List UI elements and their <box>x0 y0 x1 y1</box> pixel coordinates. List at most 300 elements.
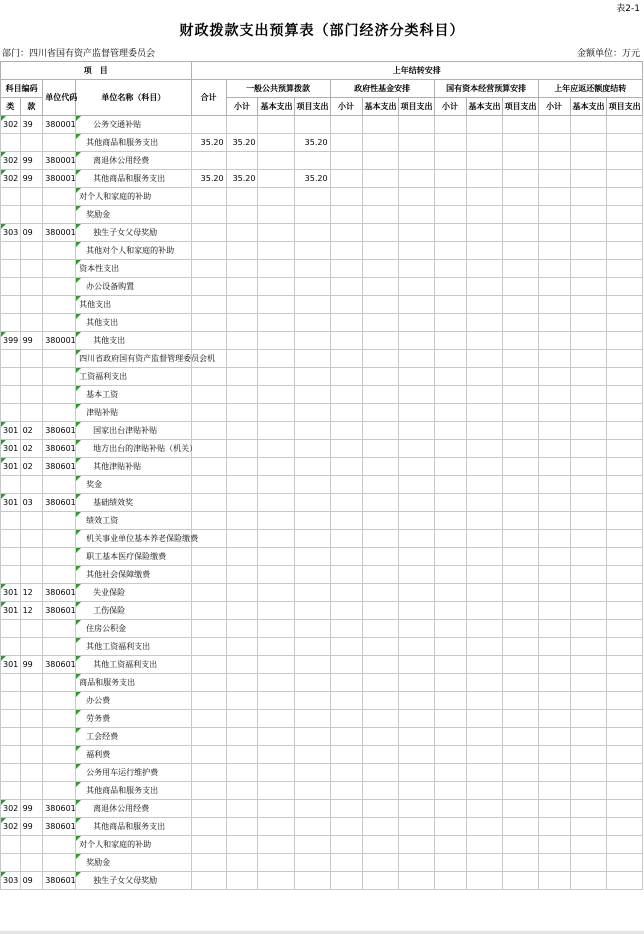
cell-name[interactable]: 公务用车运行维护费 <box>76 764 191 782</box>
cell-amount[interactable] <box>570 638 606 656</box>
cell-amount[interactable] <box>570 584 606 602</box>
cell-amount[interactable] <box>226 818 258 836</box>
cell-amount[interactable] <box>434 170 466 188</box>
cell-amount[interactable] <box>362 116 398 134</box>
cell-amount[interactable] <box>330 116 362 134</box>
cell-amount[interactable] <box>538 170 570 188</box>
cell-amount[interactable] <box>362 134 398 152</box>
cell-amount[interactable] <box>398 620 434 638</box>
cell-amount[interactable] <box>538 512 570 530</box>
cell-amount[interactable] <box>434 836 466 854</box>
cell-amount[interactable] <box>294 152 330 170</box>
cell-amount[interactable] <box>606 656 642 674</box>
cell-amount[interactable] <box>330 512 362 530</box>
cell-amount[interactable] <box>434 656 466 674</box>
cell-amount[interactable] <box>466 566 502 584</box>
cell-amount[interactable] <box>538 854 570 872</box>
cell-amount[interactable] <box>538 422 570 440</box>
cell-amount[interactable] <box>570 242 606 260</box>
table-row[interactable] <box>1 728 643 746</box>
cell-kuan[interactable] <box>20 530 43 548</box>
cell-amount[interactable] <box>226 800 258 818</box>
cell-name[interactable]: 其他社会保障缴费 <box>76 566 191 584</box>
cell-amount[interactable] <box>191 764 226 782</box>
cell-name[interactable]: 公务交通补贴 <box>76 116 191 134</box>
cell-amount[interactable] <box>434 692 466 710</box>
cell-amount[interactable] <box>434 494 466 512</box>
cell-amount[interactable] <box>502 152 538 170</box>
cell-amount[interactable] <box>502 422 538 440</box>
cell-lei[interactable] <box>1 206 21 224</box>
cell-amount[interactable] <box>398 638 434 656</box>
cell-name[interactable]: 奖金 <box>76 476 191 494</box>
cell-amount[interactable] <box>434 530 466 548</box>
cell-amount[interactable] <box>362 458 398 476</box>
cell-amount[interactable] <box>362 152 398 170</box>
cell-amount[interactable] <box>294 404 330 422</box>
cell-lei[interactable] <box>1 638 21 656</box>
cell-amount[interactable] <box>606 368 642 386</box>
cell-amount[interactable] <box>258 458 294 476</box>
cell-unit-code[interactable]: 380601 <box>43 458 76 476</box>
cell-amount[interactable] <box>502 692 538 710</box>
cell-amount[interactable] <box>330 746 362 764</box>
cell-amount[interactable] <box>434 278 466 296</box>
cell-amount[interactable] <box>362 530 398 548</box>
cell-amount[interactable] <box>398 206 434 224</box>
cell-kuan[interactable]: 12 <box>20 584 43 602</box>
cell-amount[interactable] <box>538 404 570 422</box>
cell-amount[interactable] <box>226 710 258 728</box>
cell-amount[interactable] <box>434 548 466 566</box>
cell-name[interactable]: 奖励金 <box>76 854 191 872</box>
cell-amount[interactable] <box>226 314 258 332</box>
cell-amount[interactable] <box>434 584 466 602</box>
cell-amount[interactable] <box>226 638 258 656</box>
cell-amount[interactable] <box>502 710 538 728</box>
cell-amount[interactable] <box>258 764 294 782</box>
cell-amount[interactable] <box>362 854 398 872</box>
cell-amount[interactable] <box>466 188 502 206</box>
cell-amount[interactable] <box>398 818 434 836</box>
cell-amount[interactable] <box>466 386 502 404</box>
cell-amount[interactable] <box>434 746 466 764</box>
cell-amount[interactable] <box>434 206 466 224</box>
cell-amount[interactable] <box>606 800 642 818</box>
cell-amount[interactable] <box>606 512 642 530</box>
cell-kuan[interactable] <box>20 710 43 728</box>
cell-amount[interactable] <box>434 566 466 584</box>
cell-amount[interactable] <box>398 260 434 278</box>
cell-amount[interactable] <box>226 422 258 440</box>
cell-amount[interactable] <box>226 296 258 314</box>
cell-amount[interactable] <box>226 566 258 584</box>
cell-amount[interactable] <box>294 206 330 224</box>
cell-amount[interactable] <box>502 512 538 530</box>
cell-amount[interactable] <box>434 422 466 440</box>
cell-kuan[interactable]: 99 <box>20 332 43 350</box>
cell-amount[interactable] <box>294 422 330 440</box>
cell-name[interactable]: 福利费 <box>76 746 191 764</box>
cell-amount[interactable] <box>398 134 434 152</box>
cell-amount[interactable] <box>362 710 398 728</box>
cell-kuan[interactable]: 02 <box>20 458 43 476</box>
cell-kuan[interactable] <box>20 764 43 782</box>
cell-amount[interactable] <box>294 638 330 656</box>
cell-amount[interactable] <box>466 350 502 368</box>
cell-amount[interactable] <box>398 512 434 530</box>
cell-amount[interactable] <box>362 836 398 854</box>
cell-amount[interactable] <box>606 872 642 890</box>
cell-amount[interactable] <box>226 206 258 224</box>
cell-amount[interactable] <box>191 638 226 656</box>
cell-amount[interactable] <box>226 746 258 764</box>
cell-amount[interactable] <box>538 206 570 224</box>
cell-amount[interactable] <box>570 422 606 440</box>
cell-amount[interactable] <box>226 116 258 134</box>
cell-amount[interactable] <box>330 530 362 548</box>
cell-amount[interactable] <box>330 548 362 566</box>
cell-amount[interactable] <box>191 314 226 332</box>
cell-amount[interactable] <box>258 440 294 458</box>
cell-amount[interactable] <box>466 206 502 224</box>
cell-amount[interactable] <box>362 332 398 350</box>
cell-name[interactable]: 资本性支出 <box>76 260 191 278</box>
cell-amount[interactable] <box>398 674 434 692</box>
cell-amount[interactable] <box>502 566 538 584</box>
cell-amount[interactable] <box>538 314 570 332</box>
cell-amount[interactable] <box>226 674 258 692</box>
cell-amount[interactable] <box>398 332 434 350</box>
cell-amount[interactable] <box>434 476 466 494</box>
cell-amount[interactable] <box>398 170 434 188</box>
cell-amount[interactable] <box>398 530 434 548</box>
cell-amount[interactable] <box>226 494 258 512</box>
cell-amount[interactable] <box>362 746 398 764</box>
cell-kuan[interactable] <box>20 188 43 206</box>
cell-amount[interactable]: 35.20 <box>191 134 226 152</box>
cell-amount[interactable] <box>570 494 606 512</box>
cell-lei[interactable] <box>1 674 21 692</box>
cell-amount[interactable] <box>330 422 362 440</box>
cell-unit-code[interactable] <box>43 620 76 638</box>
cell-amount[interactable] <box>606 548 642 566</box>
cell-amount[interactable] <box>538 188 570 206</box>
cell-amount[interactable] <box>258 818 294 836</box>
cell-amount[interactable] <box>434 296 466 314</box>
cell-amount[interactable] <box>538 602 570 620</box>
cell-kuan[interactable] <box>20 476 43 494</box>
cell-amount[interactable] <box>570 476 606 494</box>
cell-amount[interactable] <box>191 278 226 296</box>
cell-amount[interactable] <box>330 800 362 818</box>
cell-amount[interactable] <box>362 638 398 656</box>
cell-amount[interactable] <box>570 296 606 314</box>
cell-amount[interactable] <box>502 206 538 224</box>
cell-amount[interactable] <box>330 566 362 584</box>
cell-amount[interactable] <box>258 638 294 656</box>
cell-kuan[interactable] <box>20 386 43 404</box>
cell-lei[interactable] <box>1 548 21 566</box>
table-row[interactable] <box>1 134 643 152</box>
cell-amount[interactable] <box>191 620 226 638</box>
table-row[interactable] <box>1 116 643 134</box>
table-row[interactable] <box>1 530 643 548</box>
cell-unit-code[interactable] <box>43 566 76 584</box>
cell-unit-code[interactable] <box>43 746 76 764</box>
cell-amount[interactable] <box>330 206 362 224</box>
cell-amount[interactable] <box>258 170 294 188</box>
cell-amount[interactable] <box>570 404 606 422</box>
cell-amount[interactable] <box>191 728 226 746</box>
cell-amount[interactable] <box>258 584 294 602</box>
cell-amount[interactable] <box>466 422 502 440</box>
cell-amount[interactable] <box>226 620 258 638</box>
cell-unit-code[interactable] <box>43 188 76 206</box>
cell-name[interactable]: 国家出台津贴补贴 <box>76 422 191 440</box>
cell-amount[interactable] <box>606 260 642 278</box>
cell-amount[interactable] <box>258 656 294 674</box>
cell-amount[interactable] <box>362 404 398 422</box>
cell-amount[interactable] <box>538 818 570 836</box>
cell-amount[interactable] <box>434 854 466 872</box>
table-row[interactable] <box>1 440 643 458</box>
cell-amount[interactable] <box>330 368 362 386</box>
cell-name[interactable]: 四川省政府国有资产监督管理委员会机 <box>76 350 191 368</box>
cell-amount[interactable] <box>191 602 226 620</box>
cell-kuan[interactable] <box>20 206 43 224</box>
cell-unit-code[interactable] <box>43 764 76 782</box>
cell-amount[interactable] <box>570 458 606 476</box>
cell-unit-code[interactable] <box>43 314 76 332</box>
cell-name[interactable]: 基本工资 <box>76 386 191 404</box>
cell-amount[interactable] <box>258 296 294 314</box>
cell-unit-code[interactable] <box>43 638 76 656</box>
table-row[interactable] <box>1 854 643 872</box>
cell-amount[interactable] <box>294 368 330 386</box>
cell-amount[interactable] <box>191 782 226 800</box>
cell-amount[interactable] <box>258 422 294 440</box>
cell-amount[interactable] <box>538 368 570 386</box>
cell-name[interactable]: 住房公积金 <box>76 620 191 638</box>
cell-kuan[interactable] <box>20 278 43 296</box>
cell-kuan[interactable]: 99 <box>20 152 43 170</box>
cell-amount[interactable] <box>226 224 258 242</box>
cell-amount[interactable] <box>191 386 226 404</box>
cell-amount[interactable] <box>434 314 466 332</box>
cell-name[interactable]: 其他工资福利支出 <box>76 638 191 656</box>
cell-name[interactable]: 基础绩效奖 <box>76 494 191 512</box>
cell-name[interactable]: 其他商品和服务支出 <box>76 134 191 152</box>
cell-amount[interactable]: 35.20 <box>226 134 258 152</box>
cell-amount[interactable] <box>362 494 398 512</box>
cell-kuan[interactable] <box>20 854 43 872</box>
cell-amount[interactable] <box>502 530 538 548</box>
cell-name[interactable]: 其他商品和服务支出 <box>76 170 191 188</box>
cell-name[interactable]: 工会经费 <box>76 728 191 746</box>
cell-amount[interactable] <box>362 764 398 782</box>
table-row[interactable] <box>1 656 643 674</box>
cell-amount[interactable] <box>330 458 362 476</box>
cell-amount[interactable] <box>466 692 502 710</box>
cell-amount[interactable] <box>294 692 330 710</box>
cell-amount[interactable] <box>226 458 258 476</box>
cell-amount[interactable] <box>606 206 642 224</box>
cell-unit-code[interactable]: 380601 <box>43 818 76 836</box>
cell-amount[interactable] <box>258 548 294 566</box>
cell-amount[interactable] <box>294 818 330 836</box>
cell-name[interactable]: 独生子女父母奖励 <box>76 224 191 242</box>
cell-amount[interactable] <box>466 512 502 530</box>
cell-kuan[interactable] <box>20 512 43 530</box>
cell-amount[interactable] <box>570 692 606 710</box>
table-row[interactable] <box>1 620 643 638</box>
cell-kuan[interactable] <box>20 368 43 386</box>
cell-amount[interactable] <box>330 296 362 314</box>
table-row[interactable] <box>1 566 643 584</box>
cell-lei[interactable] <box>1 566 21 584</box>
cell-name[interactable]: 其他支出 <box>76 314 191 332</box>
cell-amount[interactable] <box>434 620 466 638</box>
cell-amount[interactable] <box>258 404 294 422</box>
cell-amount[interactable] <box>434 728 466 746</box>
cell-amount[interactable] <box>606 746 642 764</box>
cell-amount[interactable] <box>294 836 330 854</box>
cell-kuan[interactable]: 99 <box>20 170 43 188</box>
cell-amount[interactable] <box>191 818 226 836</box>
cell-amount[interactable] <box>330 188 362 206</box>
cell-amount[interactable] <box>570 800 606 818</box>
cell-unit-code[interactable]: 380601 <box>43 800 76 818</box>
cell-amount[interactable] <box>191 854 226 872</box>
cell-unit-code[interactable] <box>43 692 76 710</box>
cell-amount[interactable] <box>294 656 330 674</box>
cell-unit-code[interactable]: 380601 <box>43 422 76 440</box>
cell-amount[interactable] <box>466 872 502 890</box>
cell-amount[interactable] <box>398 296 434 314</box>
cell-amount[interactable] <box>362 368 398 386</box>
cell-amount[interactable] <box>258 116 294 134</box>
cell-amount[interactable] <box>466 818 502 836</box>
table-row[interactable] <box>1 764 643 782</box>
cell-amount[interactable] <box>434 224 466 242</box>
cell-amount[interactable] <box>398 368 434 386</box>
cell-lei[interactable] <box>1 782 21 800</box>
cell-amount[interactable] <box>330 872 362 890</box>
cell-name[interactable]: 其他津贴补贴 <box>76 458 191 476</box>
cell-amount[interactable] <box>606 692 642 710</box>
table-row[interactable] <box>1 296 643 314</box>
cell-lei[interactable] <box>1 620 21 638</box>
cell-amount[interactable] <box>570 872 606 890</box>
cell-lei[interactable] <box>1 746 21 764</box>
cell-amount[interactable] <box>502 476 538 494</box>
cell-kuan[interactable]: 99 <box>20 656 43 674</box>
cell-amount[interactable] <box>502 242 538 260</box>
cell-amount[interactable] <box>570 170 606 188</box>
cell-amount[interactable] <box>434 674 466 692</box>
cell-name[interactable]: 工伤保险 <box>76 602 191 620</box>
cell-amount[interactable] <box>362 818 398 836</box>
cell-name[interactable]: 商品和服务支出 <box>76 674 191 692</box>
cell-amount[interactable] <box>294 512 330 530</box>
cell-amount[interactable] <box>362 674 398 692</box>
cell-amount[interactable] <box>362 188 398 206</box>
cell-amount[interactable] <box>538 746 570 764</box>
cell-name[interactable]: 绩效工资 <box>76 512 191 530</box>
cell-kuan[interactable]: 03 <box>20 494 43 512</box>
cell-kuan[interactable] <box>20 314 43 332</box>
cell-lei[interactable]: 302 <box>1 116 21 134</box>
cell-amount[interactable] <box>362 548 398 566</box>
cell-amount[interactable] <box>330 494 362 512</box>
cell-amount[interactable] <box>466 584 502 602</box>
cell-amount[interactable] <box>398 782 434 800</box>
cell-amount[interactable] <box>538 548 570 566</box>
cell-amount[interactable] <box>570 566 606 584</box>
cell-amount[interactable] <box>570 548 606 566</box>
cell-amount[interactable] <box>398 764 434 782</box>
cell-amount[interactable] <box>330 674 362 692</box>
cell-amount[interactable] <box>466 134 502 152</box>
cell-amount[interactable] <box>434 386 466 404</box>
cell-amount[interactable] <box>502 224 538 242</box>
cell-amount[interactable] <box>258 872 294 890</box>
table-row[interactable] <box>1 782 643 800</box>
cell-amount[interactable] <box>362 206 398 224</box>
cell-lei[interactable]: 301 <box>1 602 21 620</box>
table-row[interactable] <box>1 188 643 206</box>
cell-amount[interactable] <box>226 602 258 620</box>
cell-amount[interactable] <box>466 476 502 494</box>
cell-amount[interactable] <box>606 728 642 746</box>
cell-amount[interactable] <box>258 800 294 818</box>
cell-amount[interactable] <box>362 656 398 674</box>
cell-amount[interactable] <box>570 278 606 296</box>
cell-amount[interactable] <box>502 188 538 206</box>
cell-amount[interactable] <box>330 170 362 188</box>
cell-amount[interactable] <box>294 332 330 350</box>
cell-amount[interactable] <box>570 188 606 206</box>
cell-amount[interactable] <box>294 386 330 404</box>
table-row[interactable] <box>1 692 643 710</box>
cell-amount[interactable] <box>398 566 434 584</box>
cell-amount[interactable] <box>538 566 570 584</box>
cell-amount[interactable] <box>398 440 434 458</box>
cell-lei[interactable] <box>1 350 21 368</box>
cell-amount[interactable] <box>258 728 294 746</box>
cell-amount[interactable] <box>570 386 606 404</box>
cell-amount[interactable] <box>191 494 226 512</box>
cell-amount[interactable] <box>330 260 362 278</box>
cell-amount[interactable] <box>502 818 538 836</box>
cell-amount[interactable] <box>538 728 570 746</box>
cell-name[interactable]: 离退休公用经费 <box>76 800 191 818</box>
table-row[interactable] <box>1 332 643 350</box>
cell-amount[interactable] <box>362 422 398 440</box>
table-row[interactable] <box>1 638 643 656</box>
cell-amount[interactable] <box>226 440 258 458</box>
cell-amount[interactable] <box>330 764 362 782</box>
cell-unit-code[interactable] <box>43 836 76 854</box>
cell-amount[interactable] <box>434 872 466 890</box>
cell-name[interactable]: 对个人和家庭的补助 <box>76 188 191 206</box>
cell-amount[interactable] <box>538 530 570 548</box>
cell-amount[interactable] <box>258 602 294 620</box>
cell-amount[interactable] <box>191 476 226 494</box>
cell-amount[interactable] <box>294 188 330 206</box>
cell-amount[interactable] <box>466 404 502 422</box>
